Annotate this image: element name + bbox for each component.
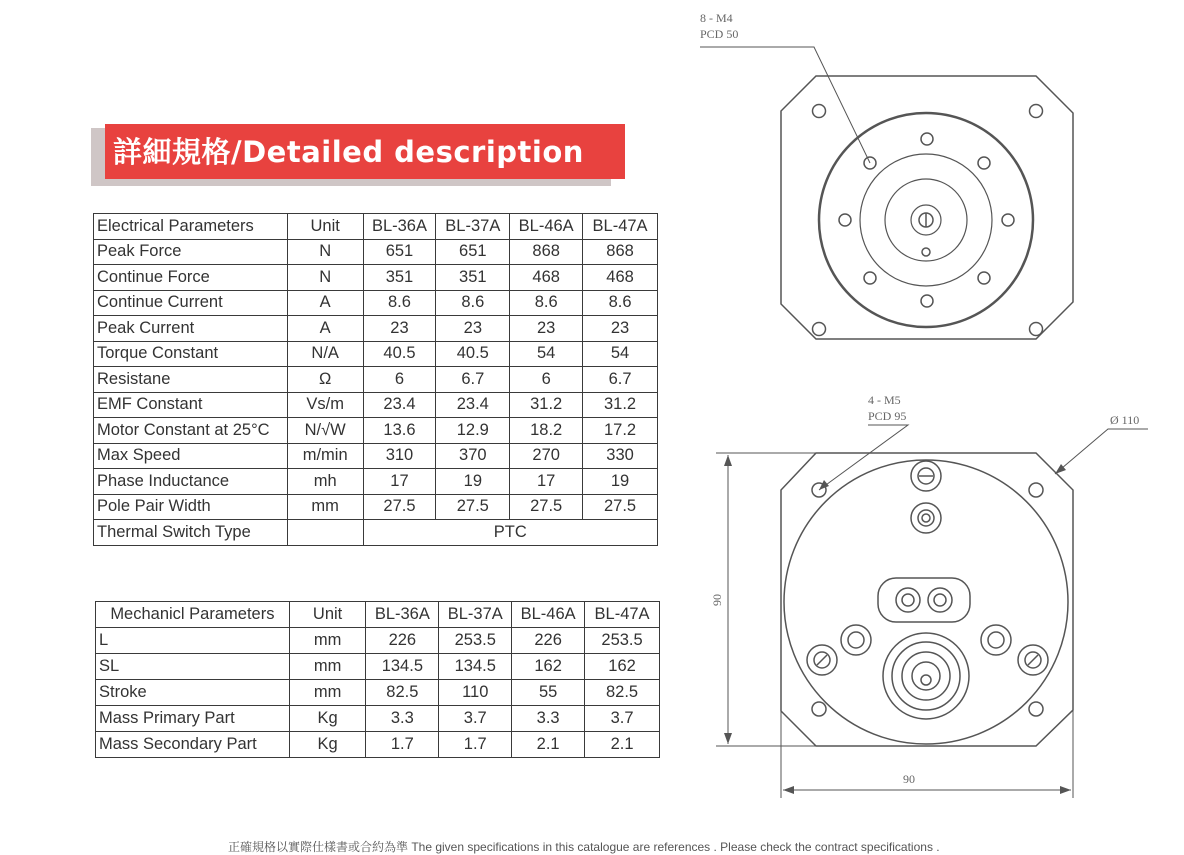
parameter-name: Phase Inductance (94, 469, 288, 495)
banner-title: 詳細規格/Detailed description (113, 135, 584, 169)
parameter-value: 1.7 (366, 732, 439, 758)
parameter-value: 23 (510, 316, 583, 342)
parameter-name: Resistane (94, 367, 288, 393)
table-row (94, 239, 658, 265)
parameter-name: Continue Current (94, 290, 288, 316)
parameter-unit: Kg (289, 732, 366, 758)
parameter-value: 19 (436, 469, 510, 495)
table-row (94, 469, 658, 495)
parameter-name: Mass Primary Part (96, 706, 290, 732)
column-header: BL-37A (439, 602, 512, 628)
parameter-value: 8.6 (436, 290, 510, 316)
bottom-hole-label: 4 - M5 (868, 393, 901, 407)
footer-disclaimer: 正確規格以實際仕樣書或合約為準 The given specifications in this catalogue are references . Please check the contract specifications . (228, 840, 940, 854)
bottom-corner-hole (812, 702, 826, 716)
parameter-value: 23 (363, 316, 436, 342)
pcd-hole (921, 295, 933, 307)
parameter-value: 82.5 (366, 680, 439, 706)
parameter-unit: N (287, 265, 363, 291)
parameter-unit: mm (289, 654, 366, 680)
column-header: Unit (287, 214, 363, 240)
parameter-value: 253.5 (439, 628, 512, 654)
parameter-value: 468 (510, 265, 583, 291)
parameter-value: 54 (583, 341, 658, 367)
column-header: BL-36A (363, 214, 436, 240)
parameter-value: 134.5 (439, 654, 512, 680)
parameter-name: Torque Constant (94, 341, 288, 367)
parameter-value: 6 (363, 367, 436, 393)
pcd-hole (978, 157, 990, 169)
table-row (96, 628, 660, 654)
bottom-corner-hole (1029, 702, 1043, 716)
table-row (94, 418, 658, 444)
section-banner (91, 124, 625, 186)
parameter-value: 18.2 (510, 418, 583, 444)
parameter-value: 12.9 (436, 418, 510, 444)
corner-hole (1030, 105, 1043, 118)
column-header: Mechanicl Parameters (96, 602, 290, 628)
parameter-unit: mm (289, 680, 366, 706)
parameter-value: 110 (439, 680, 512, 706)
parameter-name: Stroke (96, 680, 290, 706)
parameter-value: 134.5 (366, 654, 439, 680)
top-leader-line (700, 47, 870, 163)
parameter-value: 310 (363, 443, 436, 469)
side-port-right (981, 625, 1011, 655)
parameter-name: Continue Force (94, 265, 288, 291)
table-row (94, 443, 658, 469)
parameter-value: 351 (436, 265, 510, 291)
parameter-value: 2.1 (585, 732, 660, 758)
parameter-value: 651 (436, 239, 510, 265)
table-row (96, 680, 660, 706)
parameter-value: 27.5 (583, 494, 658, 520)
pcd-hole (1002, 214, 1014, 226)
connector-second (911, 503, 941, 533)
parameter-value: 868 (583, 239, 658, 265)
parameter-value: 162 (512, 654, 585, 680)
parameter-value: 8.6 (583, 290, 658, 316)
bottom-view (716, 425, 1148, 798)
parameter-name: Mass Secondary Part (96, 732, 290, 758)
top-view (700, 47, 1073, 339)
parameter-value: PTC (363, 520, 657, 546)
table-row (94, 341, 658, 367)
parameter-name: Thermal Switch Type (94, 520, 288, 546)
table-row (94, 520, 658, 546)
parameter-value: 3.3 (366, 706, 439, 732)
mechanical-parameters-table (95, 601, 660, 758)
column-header: Unit (289, 602, 366, 628)
table-row (94, 367, 658, 393)
parameter-value: 82.5 (585, 680, 660, 706)
table-row (94, 290, 658, 316)
parameter-value: 31.2 (510, 392, 583, 418)
parameter-name: Peak Force (94, 239, 288, 265)
corner-hole (813, 105, 826, 118)
parameter-name: Motor Constant at 25°C (94, 418, 288, 444)
parameter-value: 23.4 (436, 392, 510, 418)
parameter-value: 19 (583, 469, 658, 495)
parameter-unit: mh (287, 469, 363, 495)
diameter-leader-line (1055, 429, 1148, 474)
table-header-row (96, 602, 660, 628)
parameter-value: 55 (512, 680, 585, 706)
parameter-value: 226 (366, 628, 439, 654)
parameter-name: L (96, 628, 290, 654)
pcd-hole (978, 272, 990, 284)
parameter-unit: N/A (287, 341, 363, 367)
parameter-value: 6.7 (436, 367, 510, 393)
bottom-corner-hole (1029, 483, 1043, 497)
table-header-row (94, 214, 658, 240)
top-flange-outline (781, 76, 1073, 339)
parameter-value: 6.7 (583, 367, 658, 393)
pcd-hole (839, 214, 851, 226)
column-header: BL-47A (585, 602, 660, 628)
table-row (96, 706, 660, 732)
width-dimension-label: 90 (903, 772, 915, 786)
parameter-value: 27.5 (363, 494, 436, 520)
electrical-parameters-table (93, 213, 658, 546)
table-row (94, 494, 658, 520)
height-dimension-label: 90 (710, 594, 724, 606)
parameter-value: 270 (510, 443, 583, 469)
table-row (96, 654, 660, 680)
parameter-value: 23 (436, 316, 510, 342)
parameter-value: 330 (583, 443, 658, 469)
parameter-value: 8.6 (510, 290, 583, 316)
parameter-value: 253.5 (585, 628, 660, 654)
parameter-value: 6 (510, 367, 583, 393)
corner-hole (1030, 323, 1043, 336)
side-port-left (841, 625, 871, 655)
parameter-value: 351 (363, 265, 436, 291)
parameter-unit: A (287, 290, 363, 316)
parameter-name: Pole Pair Width (94, 494, 288, 520)
parameter-unit: mm (287, 494, 363, 520)
parameter-value: 27.5 (510, 494, 583, 520)
pcd-hole (921, 133, 933, 145)
parameter-value: 2.1 (512, 732, 585, 758)
parameter-value: 370 (436, 443, 510, 469)
parameter-value: 40.5 (436, 341, 510, 367)
diameter-label: Ø 110 (1110, 413, 1140, 427)
parameter-value: 31.2 (583, 392, 658, 418)
parameter-value: 17 (510, 469, 583, 495)
parameter-value: 17.2 (583, 418, 658, 444)
parameter-value: 1.7 (439, 732, 512, 758)
parameter-value: 8.6 (363, 290, 436, 316)
column-header: Electrical Parameters (94, 214, 288, 240)
parameter-unit (287, 520, 363, 546)
parameter-value: 226 (512, 628, 585, 654)
parameter-unit: N/√W (287, 418, 363, 444)
dual-port-block (878, 578, 970, 622)
parameter-unit: mm (289, 628, 366, 654)
column-header: BL-47A (583, 214, 658, 240)
pcd-hole (864, 272, 876, 284)
table-row (94, 392, 658, 418)
parameter-value: 868 (510, 239, 583, 265)
parameter-name: Peak Current (94, 316, 288, 342)
parameter-name: EMF Constant (94, 392, 288, 418)
parameter-unit: Kg (289, 706, 366, 732)
parameter-value: 23 (583, 316, 658, 342)
column-header: BL-46A (510, 214, 583, 240)
parameter-value: 13.6 (363, 418, 436, 444)
parameter-value: 40.5 (363, 341, 436, 367)
main-shaft-outer (883, 633, 969, 719)
column-header: BL-46A (512, 602, 585, 628)
top-hole-label: 8 - M4 (700, 11, 733, 25)
parameter-value: 27.5 (436, 494, 510, 520)
parameter-name: Max Speed (94, 443, 288, 469)
column-header: BL-37A (436, 214, 510, 240)
parameter-value: 651 (363, 239, 436, 265)
parameter-unit: m/min (287, 443, 363, 469)
table-row (94, 265, 658, 291)
column-header: BL-36A (366, 602, 439, 628)
dimension-arrows (724, 455, 1071, 794)
parameter-unit: Vs/m (287, 392, 363, 418)
top-small-hole (922, 248, 930, 256)
table-row (94, 316, 658, 342)
table-row (96, 732, 660, 758)
parameter-unit: N (287, 239, 363, 265)
corner-hole (813, 323, 826, 336)
bottom-pcd-label: PCD 95 (868, 409, 907, 423)
parameter-unit: Ω (287, 367, 363, 393)
parameter-value: 468 (583, 265, 658, 291)
parameter-unit: A (287, 316, 363, 342)
parameter-value: 54 (510, 341, 583, 367)
parameter-value: 3.7 (585, 706, 660, 732)
motor-technical-drawing (690, 0, 1184, 810)
bottom-leader-line (819, 425, 908, 490)
parameter-value: 3.3 (512, 706, 585, 732)
parameter-name: SL (96, 654, 290, 680)
top-pcd-label: PCD 50 (700, 27, 739, 41)
parameter-value: 17 (363, 469, 436, 495)
parameter-value: 23.4 (363, 392, 436, 418)
parameter-value: 162 (585, 654, 660, 680)
parameter-value: 3.7 (439, 706, 512, 732)
